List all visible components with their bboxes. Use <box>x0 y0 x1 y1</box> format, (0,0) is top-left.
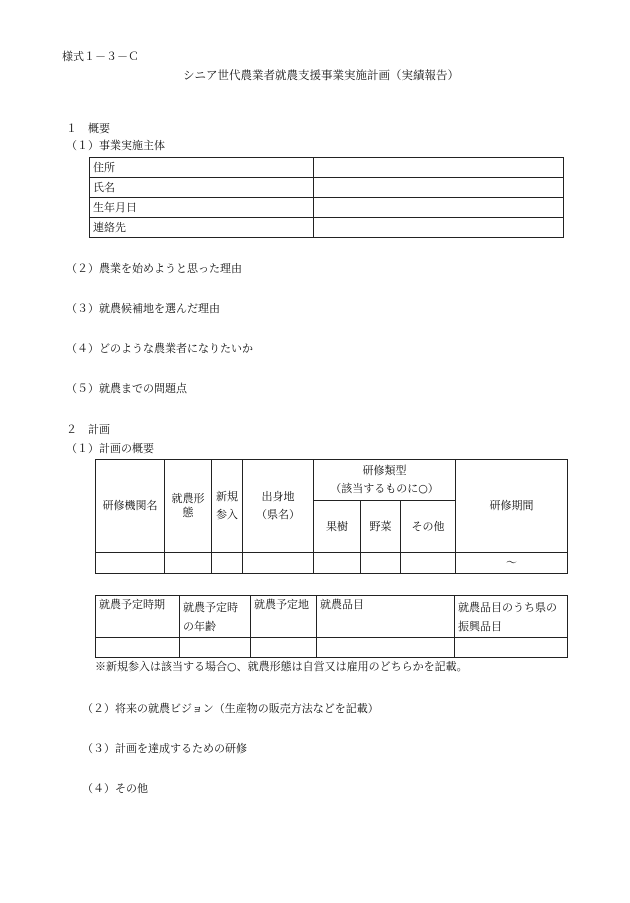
section2-sub4: （４）その他 <box>82 782 148 795</box>
birthplace-sublabel: （県名） <box>256 508 300 521</box>
planned-age-sublabel: の年齢 <box>183 620 216 633</box>
header-farming-form: 就農形態 <box>165 460 212 553</box>
other-value[interactable] <box>401 553 456 574</box>
new-entry-value[interactable] <box>212 553 243 574</box>
section1-sub2: （２）農業を始めようと思った理由 <box>66 262 242 275</box>
header-promoted-crop <box>455 596 568 638</box>
vegetable-value[interactable] <box>361 553 401 574</box>
header-crop: 就農品目 <box>317 596 455 638</box>
header-vegetable: 野菜 <box>361 501 401 553</box>
section2-sub2: （２）将来の就農ビジョン（生産物の販売方法などを記載） <box>82 702 379 715</box>
header-other: その他 <box>401 501 456 553</box>
promoted-crop-sublabel: 振興品目 <box>458 620 502 633</box>
section1-sub5: （５）就農までの問題点 <box>66 382 187 395</box>
birthplace-label: 出身地 <box>261 490 295 503</box>
address-label: 住所 <box>90 158 314 178</box>
header-planned-place: 就農予定地 <box>251 596 317 638</box>
planned-age-label: 就農予定時 <box>183 601 238 614</box>
section2-sub1-label: （１）計画の概要 <box>66 442 154 455</box>
training-type-label: 研修類型 <box>362 464 407 477</box>
section2-sub3: （３）計画を達成するための研修 <box>82 742 247 755</box>
section1-sub1-label: （１）事業実施主体 <box>66 139 165 152</box>
crop-value[interactable] <box>317 638 455 658</box>
planned-time-value[interactable] <box>96 638 180 658</box>
applicant-info-table <box>89 157 564 238</box>
header-birthplace <box>243 460 314 553</box>
promoted-crop-label: 就農品目のうち県の <box>458 601 557 614</box>
name-label: 氏名 <box>90 178 314 198</box>
section1-sub4: （４）どのような農業者になりたいか <box>66 342 253 355</box>
address-value[interactable] <box>314 158 564 178</box>
contact-value[interactable] <box>314 218 564 238</box>
header-new-entry: 新規参入 <box>212 460 243 553</box>
fruit-value[interactable] <box>314 553 361 574</box>
training-period-value[interactable]: ～ <box>456 553 568 574</box>
farming-form-value[interactable] <box>165 553 212 574</box>
planned-age-value[interactable] <box>180 638 251 658</box>
section1-sub3: （３）就農候補地を選んだ理由 <box>66 302 220 315</box>
header-planned-time: 就農予定時期 <box>96 596 180 638</box>
header-fruit: 果樹 <box>314 501 361 553</box>
name-value[interactable] <box>314 178 564 198</box>
birthdate-value[interactable] <box>314 198 564 218</box>
farming-plan-table <box>95 595 568 658</box>
header-planned-age <box>180 596 251 638</box>
form-id: 様式１－３－Ｃ <box>62 50 139 63</box>
table-note: ※新規参入は該当する場合○、就農形態は自営又は雇用のどちらかを記載。 <box>95 660 468 673</box>
document-title: シニア世代農業者就農支援事業実施計画（実績報告） <box>183 68 459 82</box>
birthdate-label: 生年月日 <box>90 198 314 218</box>
promoted-crop-value[interactable] <box>455 638 568 658</box>
birthplace-value[interactable] <box>243 553 314 574</box>
header-training-org: 研修機関名 <box>96 460 165 553</box>
section1-heading: １ 概要 <box>66 122 110 135</box>
header-training-type <box>314 460 456 501</box>
training-plan-table <box>95 459 568 574</box>
training-type-sublabel: （該当するものに○） <box>330 482 439 495</box>
contact-label: 連絡先 <box>90 218 314 238</box>
section2-heading: ２ 計画 <box>66 423 110 436</box>
planned-place-value[interactable] <box>251 638 317 658</box>
training-org-value[interactable] <box>96 553 165 574</box>
header-training-period: 研修期間 <box>456 460 568 553</box>
